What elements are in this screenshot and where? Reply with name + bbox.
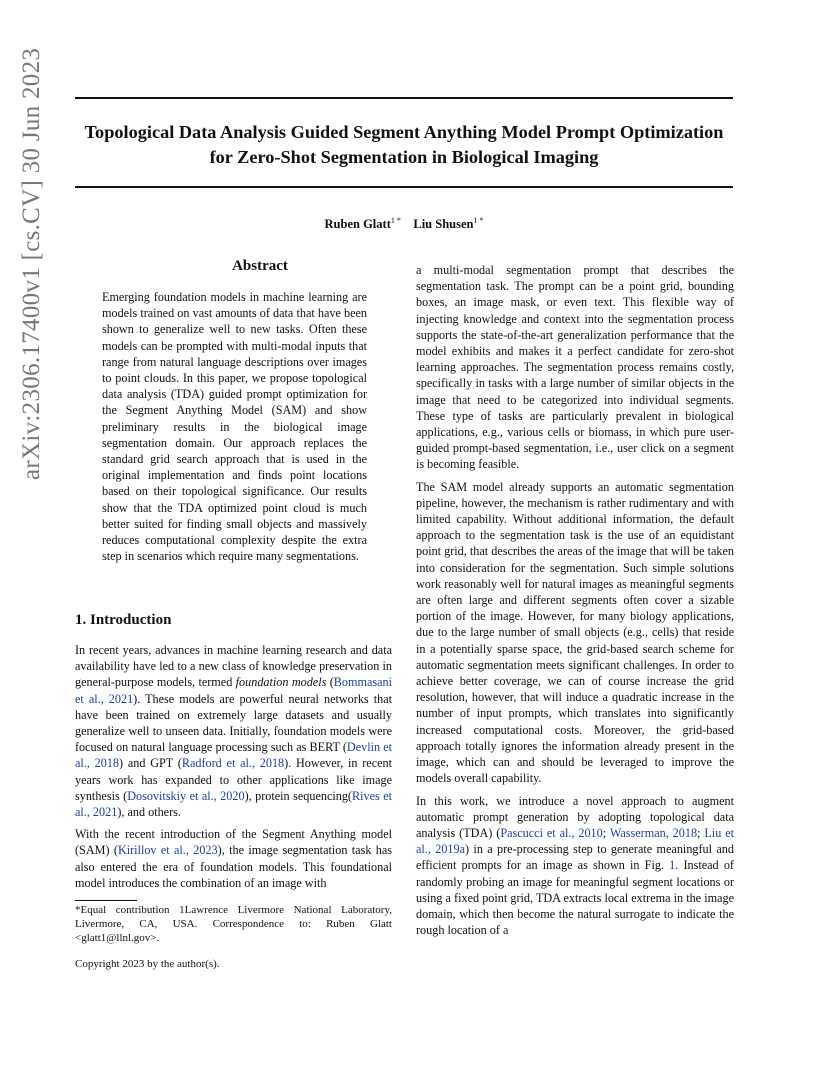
citation-link[interactable]: Radford et al., 2018 [181,756,285,771]
citation-link[interactable]: Liu et al., 2019a [416,825,734,857]
citation-link[interactable]: Devlin et al., 2018 [75,740,392,771]
citation-link[interactable]: Bommasani et al., 2021 [75,675,393,706]
right-paragraph-1: a multi-modal segmentation prompt that describes the segmentation task. The prompt can be a point grid, bounding boxes, an image mask, or even text. This flexible way of injecting knowledge and context into the segmentation process supports the state-of-the-art generalization performance that the model exhibits and makes it a perfect candidate for zero-shot learning approaches. The segmentation process remains costly, specifically in tasks with a large number of similar objects in the image that need to be categorized into individual segments. These type of tasks are particularly prevalent in biological applications, e.g., various cells or biomass, in which pure user-guided prompt-based segmentation, i.e., user click on a segment is becoming feasible. [416,263,734,472]
paper-title: Topological Data Analysis Guided Segment Anything Model Prompt Optimization for Zero-Shot Segmentation in Biological Imaging [84,122,724,167]
intro-paragraph-1: In recent years, advances in machine learning research and data availability have led to a new class of knowledge preservation in general-purpose models, termed foundation models (Bommasani et al., 2021). These models are powerful neural networks that have been trained on extremely large datasets and usually generalize well to unseen data. Initially, foundation models were focused on natural language processing such as BERT (Devlin et al., 2018) and GPT (Radford et al., 2018). However, in recent years work has expanded to other applications like image synthesis (Dosovitskiy et al., 2020), protein sequencing(Rives et al., 2021), and others. [75,643,393,820]
footnote: *Equal contribution 1Lawrence Livermore National Laboratory, Livermore, CA, USA. Correspondence to: Ruben Glatt <glatt1@llnl.gov>. [75,904,392,944]
footnote-rule [75,900,137,901]
figure-link[interactable]: 1 [669,858,676,873]
abstract-heading: Abstract [232,258,288,274]
arxiv-stamp: arXiv:2306.17400v1 [cs.CV] 30 Jun 2023 [18,47,45,480]
intro-paragraph-2: With the recent introduction of the Segment Anything model (SAM) (Kirillov et al., 2023), the image segmentation task has also entered the era of foundation models. This foundational model introduces the combination of an image with [75,827,393,890]
section-heading: 1. Introduction [75,612,172,628]
abstract-text: Emerging foundation models in machine learning are models trained on vast amounts of data that have been shown to generalize well to new tasks. Often these models can be prompted with multi-modal inputs that range from natural language descriptions over images to point clouds. In this paper, we propose topological data analysis (TDA) guided prompt optimization for the Segment Anything Model (SAM) and show preliminary results in the biological image segmentation domain. Our approach replaces the standard grid search approach that is used in the original implementation and finds point locations based on their topological significance. Our results show that the TDA optimized point cloud is much better suited for finding small objects and massively reduces computational complexity despite the extra step in scenarios which require many segmentations. [102,290,367,564]
author-list [75,216,733,232]
top-rule [75,97,733,99]
emphasis: foundation models [235,675,327,690]
citation-link[interactable]: Wasserman, 2018 [609,825,698,840]
citation-link[interactable]: Rives et al., 2021 [75,788,392,820]
right-paragraph-2: The SAM model already supports an automatic segmentation pipeline, however, the mechanism is rather rudimentary and with limited capability. Without additional information, the default approach to the segmentation task is the use of an equidistant point grid, that describes the areas of the image that will be taken into consideration for the segmentation. Such simple solutions work reasonably well for natural images as meaningful segments are often large and different segments often cover a sizable portion of the image. However, for many biology applications, due to the large number of small objects (e.g., cells) that reside in a potentially sparse space, the grid-based search scheme for automatic segmentation meets significant challenges. In order to achieve better coverage, we can of course increase the grid resolution, however, that will induce a quadratic increase in the number of input prompts, which translates into significantly increased computational costs. Moreover, the grid-based approach totally ignores the information already present in the image, which can and should be leveraged to improve the models overall capability. [416,479,734,786]
citation-link[interactable]: Kirillov et al., 2023 [117,843,218,858]
author-marks: 1 * [390,216,401,225]
citation-link[interactable]: Dosovitskiy et al., 2020 [127,788,245,803]
title-bottom-rule [75,186,733,188]
intro-left-column [75,642,392,897]
citation-link[interactable]: Pascucci et al., 2010 [500,825,603,840]
author-name: Liu Shusen [413,217,474,232]
right-paragraph-3: In this work, we introduce a novel approach to augment automatic prompt generation by adopting topological data analysis (TDA) (Pascucci et al., 2010; Wasserman, 2018; Liu et al., 2019a) in a pre-processing step to generate meaningful and efficient prompts for an image as shown in Fig. 1. Instead of randomly probing an image for meaningful segment locations or using a fixed point grid, TDA extracts local extrema in the image domain, which then become the natural surrogate to indicate the rough location of a [416,793,734,938]
abstract-body [102,289,367,570]
copyright-notice: Copyright 2023 by the author(s). [75,958,220,970]
right-column [416,262,734,944]
author-marks: 1 * [473,216,484,225]
author-name: Ruben Glatt [324,217,391,232]
